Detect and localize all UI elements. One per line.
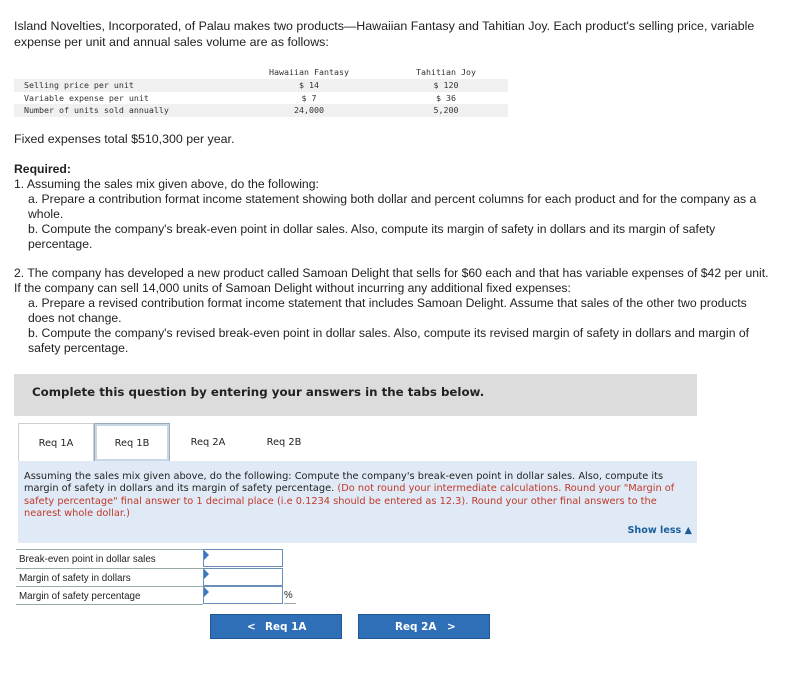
cell-hawaiian-fantasy: 24,000	[294, 105, 324, 115]
answer-label: Margin of safety percentage	[16, 586, 203, 605]
table-row	[14, 92, 508, 105]
answer-row-break-even	[16, 549, 322, 568]
requirement-2b: b. Compute the company's revised break-even point in dollar sales. Also, compute its revised margin of safety in dollars and margin of safety percentage.	[28, 326, 750, 355]
answer-row-margin-dollars	[16, 568, 322, 587]
chevron-right-icon: >	[447, 621, 456, 633]
prev-req-button[interactable]	[210, 614, 342, 639]
tab-label: Req 1B	[114, 438, 150, 449]
instructions-panel	[18, 461, 697, 543]
margin-dollars-input[interactable]	[203, 568, 283, 586]
fixed-expenses-text: Fixed expenses total $510,300 per year.	[14, 132, 235, 146]
show-less-label: Show less	[627, 525, 682, 536]
next-req-button[interactable]	[358, 614, 490, 639]
percent-suffix: %	[284, 586, 296, 604]
requirement-1: 1. Assuming the sales mix given above, do the following:	[14, 177, 319, 191]
instructions-note: (Do not round your intermediate calculations. Round your "Margin of safety percentage" final answer to 1 decimal place (i.e 0.1234 should be entered as 12.3). Round your other final answers to the nearest whole dollar.)	[24, 483, 675, 519]
cell-hawaiian-fantasy: $ 7	[301, 92, 317, 103]
triangle-up-icon: ▲	[684, 525, 692, 536]
tab-label: Req 1A	[38, 438, 74, 449]
next-button-label: Req 2A	[395, 621, 437, 633]
complete-question-banner	[14, 374, 697, 416]
break-even-input[interactable]	[203, 549, 283, 567]
requirement-1b: b. Compute the company's break-even point in dollar sales. Also, compute its margin of safety in dollars and its margin of safety percentage.	[28, 222, 716, 251]
product-data-table	[14, 67, 508, 117]
chevron-left-icon: <	[247, 621, 256, 633]
requirements-section	[14, 162, 774, 356]
cell-hawaiian-fantasy: $ 14	[299, 80, 319, 90]
instructions-main: Assuming the sales mix given above, do the following: Compute the company's break-even point in dollar sales. Also, compute its margin of safety in dollars and its margin of safety percentage.	[24, 471, 664, 495]
complete-prompt: Complete this question by entering your answers in the tabs below.	[32, 385, 485, 399]
column-header-tahitian-joy: Tahitian Joy	[416, 67, 476, 77]
show-less-link[interactable]	[628, 525, 692, 536]
requirement-2a: a. Prepare a revised contribution format income statement that includes Samoan Delight. Assume that sales of the other two products does not change.	[28, 296, 747, 325]
requirement-1a: a. Prepare a contribution format income statement showing both dollar and percent columns for each product and for the company as a whole.	[28, 192, 757, 221]
answer-table	[16, 549, 322, 605]
cell-tahitian-joy: $ 120	[433, 80, 459, 90]
tab-req-1a[interactable]	[18, 423, 94, 461]
margin-percentage-input[interactable]	[203, 586, 283, 604]
table-header-row	[14, 67, 508, 79]
row-label: Selling price per unit	[24, 80, 134, 90]
answer-label: Break-even point in dollar sales	[16, 549, 203, 568]
tab-req-2b[interactable]	[246, 423, 322, 461]
requirement-2: 2. The company has developed a new product called Samoan Delight that sells for $60 each and that has variable expenses of $42 per unit. If the company can sell 14,000 units of Samoan Delight without incurring any additional fixed expenses:	[14, 266, 769, 295]
answer-label: Margin of safety in dollars	[16, 568, 203, 587]
tab-req-1b[interactable]	[94, 423, 170, 461]
required-heading: Required:	[14, 162, 71, 176]
row-label: Number of units sold annually	[24, 105, 169, 115]
answer-row-margin-percentage	[16, 586, 322, 605]
tab-label: Req 2B	[266, 437, 302, 448]
column-header-hawaiian-fantasy: Hawaiian Fantasy	[269, 67, 349, 77]
row-label: Variable expense per unit	[24, 92, 149, 103]
tab-label: Req 2A	[190, 437, 226, 448]
problem-intro: Island Novelties, Incorporated, of Palau makes two products—Hawaiian Fantasy and Tahitian Joy. Each product's selling price, variable expense per unit and annual sales volume are as follows:	[14, 19, 755, 49]
cell-tahitian-joy: $ 36	[436, 92, 456, 103]
instructions-text	[24, 471, 694, 520]
table-row	[14, 104, 508, 117]
cell-tahitian-joy: 5,200	[433, 105, 459, 115]
prev-button-label: Req 1A	[265, 621, 307, 633]
table-row	[14, 79, 508, 92]
tab-req-2a[interactable]	[170, 423, 246, 461]
